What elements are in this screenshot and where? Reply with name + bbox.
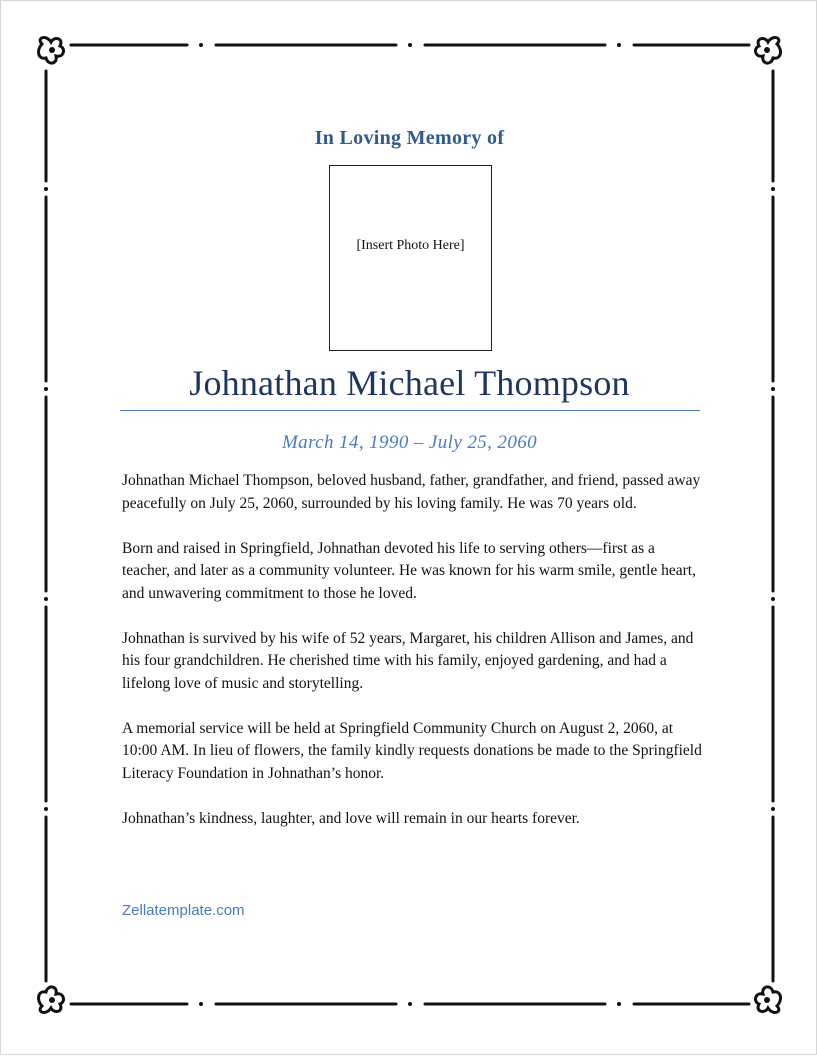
obituary-body <box>122 470 702 853</box>
obituary-paragraph: Johnathan Michael Thompson, beloved husband, father, grandfather, and friend, passed away peacefully on July 25, 2060, surrounded by his loving family. He was 70 years old. <box>122 472 701 512</box>
website-link[interactable]: Zellatemplate.com <box>122 902 245 919</box>
memorial-heading: In Loving Memory of <box>314 127 505 149</box>
obituary-paragraph: Johnathan’s kindness, laughter, and love will remain in our hearts forever. <box>122 809 580 827</box>
photo-placeholder[interactable] <box>329 165 492 351</box>
obituary-paragraph: A memorial service will be held at Springfield Community Church on August 2, 2060, at 10:00 AM. In lieu of flowers, the family kindly requests donations be made to the Springfield Literacy Foundation in Johnathan’s honor. <box>122 719 702 782</box>
obituary-paragraph: Johnathan is survived by his wife of 52 years, Margaret, his children Allison and James, and his four grandchildren. He cherished time with his family, enjoyed gardening, and had a lifelong love of music and storytelling. <box>122 629 694 692</box>
name-divider <box>120 410 700 411</box>
photo-placeholder-label: [Insert Photo Here] <box>356 238 465 253</box>
obituary-paragraph: Born and raised in Springfield, Johnathan devoted his life to serving others—first as a teacher, and later as a community volunteer. He was known for his warm smile, gentle heart, and unwavering commitment to those he loved. <box>122 539 696 602</box>
life-dates: March 14, 1990 – July 25, 2060 <box>281 432 538 453</box>
deceased-name: Johnathan Michael Thompson <box>189 363 630 403</box>
